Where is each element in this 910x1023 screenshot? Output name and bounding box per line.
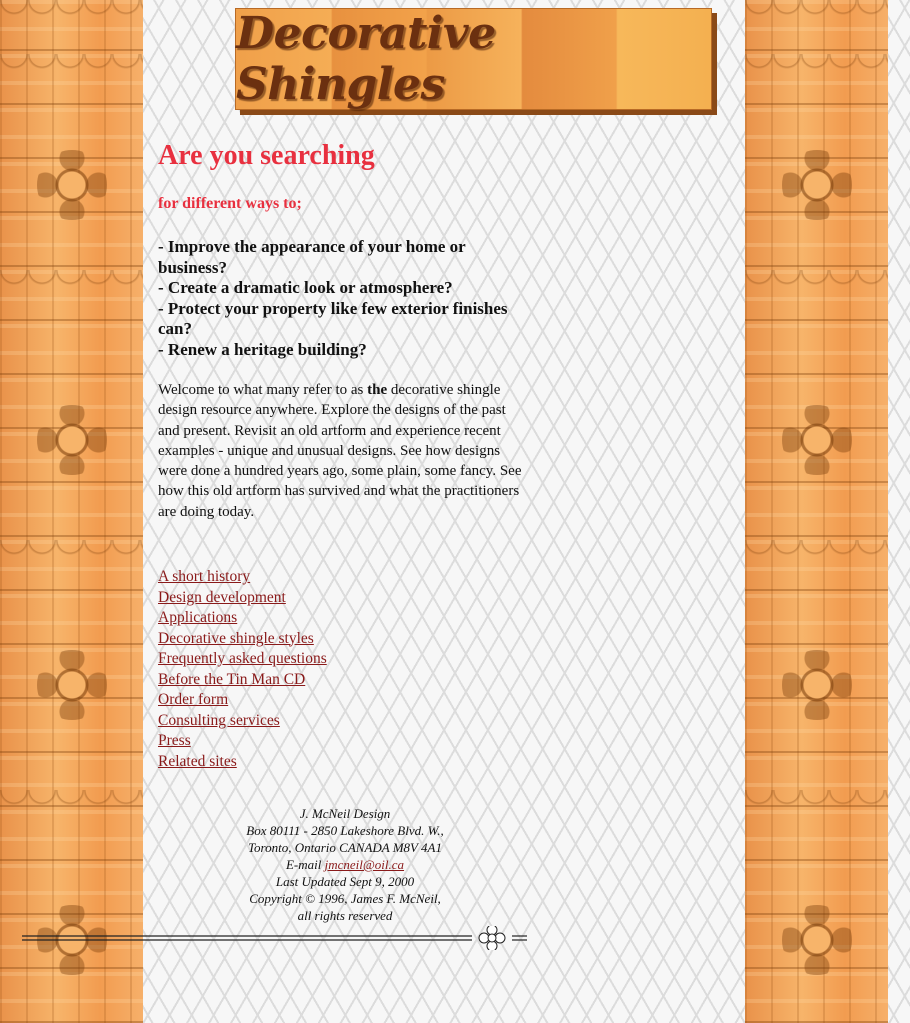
intro-paragraph: Welcome to what many refer to as the decorative shingle design resource anywhere. Explore the designs of the past and present. Revisit an old artform and experience recent examples - unique and unusual designs. See how designs were done a hundred years ago, some plain, some fancy. See how this old artform has survived and what the practitioners are doing today. [158,382,522,520]
rights-reserved: all rights reserved [297,908,393,923]
intro-emphasis: the [367,382,388,398]
flower-ornament [37,150,107,220]
shingle-row [0,270,143,324]
benefit-item: - Renew a heritage building? [158,339,367,359]
shingle-row [0,0,143,54]
benefit-item: - Improve the appearance of your home or business? [158,237,466,277]
page-subhead: for different ways to; [158,195,302,212]
flower-ornament [782,405,852,475]
shingle-row [0,790,143,844]
nav-link-press[interactable]: Press [158,732,191,750]
shingle-row [745,0,888,54]
flower-ornament [782,905,852,975]
email-link[interactable]: jmcneil@oil.ca [324,857,405,872]
page-headline: Are you searching [158,140,375,171]
shingle-row [745,54,888,108]
nav-link-faq[interactable]: Frequently asked questions [158,650,327,668]
shingle-row [0,540,143,594]
right-shingle-border [745,0,888,1023]
nav-link-tin-man-cd[interactable]: Before the Tin Man CD [158,670,306,688]
email-line: E-mail jmcneil@oil.ca [285,857,405,872]
copyright: Copyright © 1996, James F. McNeil, [249,891,441,906]
flower-ornament [37,405,107,475]
footer-divider [22,926,527,950]
last-updated: Last Updated Sept 9, 2000 [275,874,415,889]
shingle-row [0,54,143,108]
flower-ornament [37,650,107,720]
site-logo [235,8,712,110]
address-line: Box 80111 - 2850 Lakeshore Blvd. W., [246,823,444,838]
nav-link-design-development[interactable]: Design development [158,588,286,606]
benefit-item: - Protect your property like few exterior finishes can? [158,298,508,338]
left-shingle-border [0,0,143,1023]
nav-link-order-form[interactable]: Order form [158,691,229,709]
contact-footer [215,805,475,924]
main-content [158,140,530,772]
nav-link-shingle-styles[interactable]: Decorative shingle styles [158,629,314,647]
shingle-row [745,270,888,324]
flower-divider-icon [479,926,505,950]
benefit-item: - Create a dramatic look or atmosphere? [158,278,453,297]
flower-ornament [782,650,852,720]
address-line: Toronto, Ontario CANADA M8V 4A1 [248,840,442,855]
nav-link-applications[interactable]: Applications [158,609,238,627]
shingle-row [745,790,888,844]
nav-link-related-sites[interactable]: Related sites [158,752,237,770]
shingle-row [745,540,888,594]
company-name: J. McNeil Design [299,806,391,821]
logo-text: Decorative Shingles [236,8,496,110]
nav-link-consulting[interactable]: Consulting services [158,711,280,729]
site-navigation [158,567,530,772]
flower-ornament [782,150,852,220]
nav-link-short-history[interactable]: A short history [158,568,251,586]
benefit-list [158,237,530,360]
